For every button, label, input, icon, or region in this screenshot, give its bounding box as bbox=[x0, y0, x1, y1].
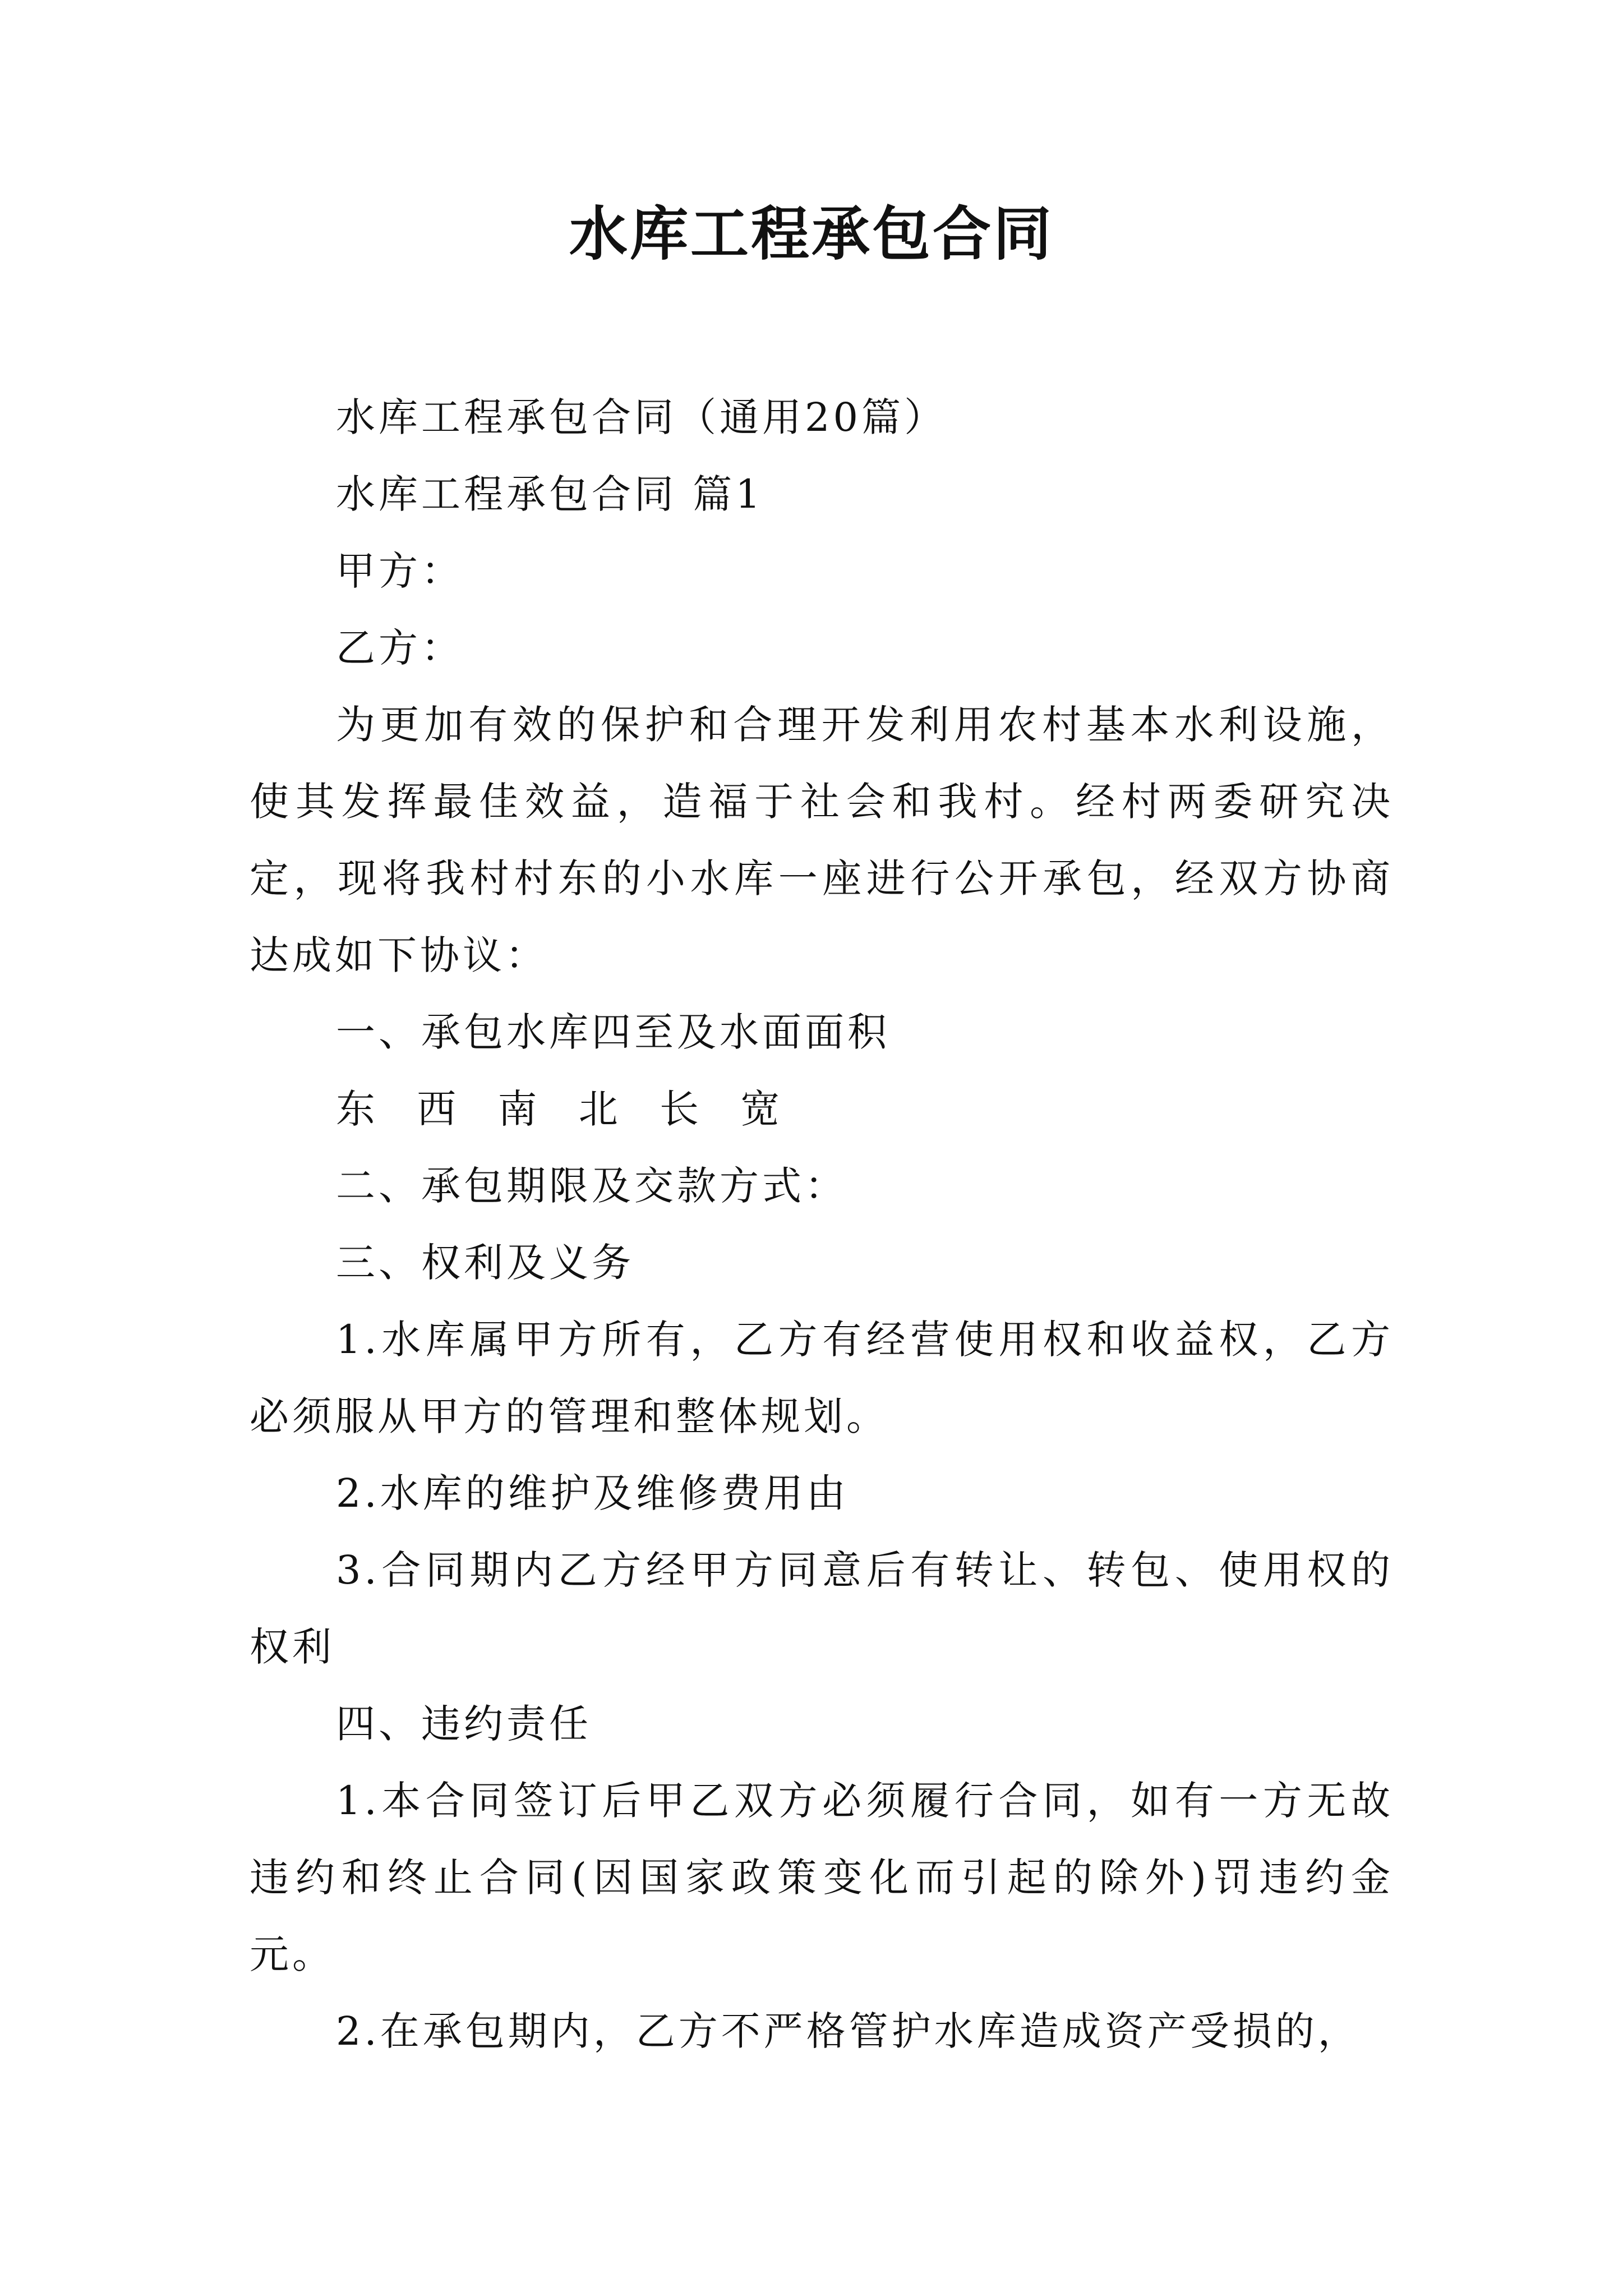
document-body bbox=[250, 379, 1394, 2070]
paragraph-clause-2-heading: 二、承包期限及交款方式： bbox=[336, 1163, 847, 1209]
document-title: 水库工程承包合同 bbox=[569, 199, 1054, 268]
paragraph-clause-4-heading: 四、违约责任 bbox=[336, 1701, 592, 1747]
paragraph-party-a: 甲方： bbox=[336, 548, 464, 594]
paragraph-section-heading: 水库工程承包合同 篇1 bbox=[336, 471, 764, 517]
paragraph-party-b: 乙方： bbox=[336, 625, 464, 671]
paragraph-clause-4-item-1: 1.本合同签订后甲乙双方必须履行合同，如有一方无故违约和终止合同(因国家政策变化而引起的除外)罚违约金 元。 bbox=[250, 1778, 1394, 1977]
paragraph-boundaries: 东 西 南 北 长 宽 bbox=[336, 1086, 783, 1132]
paragraph-clause-3-item-3: 3.合同期内乙方经甲方同意后有转让、转包、使用权的权利 bbox=[250, 1547, 1394, 1670]
paragraph-clause-3-item-1: 1.水库属甲方所有，乙方有经营使用权和收益权，乙方必须服从甲方的管理和整体规划。 bbox=[250, 1317, 1394, 1439]
paragraph-subtitle: 水库工程承包合同（通用20篇） bbox=[336, 394, 947, 440]
paragraph-clause-3-item-2: 2.水库的维护及维修费用由 bbox=[336, 1470, 849, 1516]
paragraph-clause-1-heading: 一、承包水库四至及水面面积 bbox=[336, 1009, 890, 1055]
paragraph-clause-3-heading: 三、权利及义务 bbox=[336, 1240, 634, 1286]
paragraph-clause-4-item-2: 2.在承包期内，乙方不严格管护水库造成资产受损的， bbox=[336, 2008, 1361, 2054]
paragraph-preamble: 为更加有效的保护和合理开发利用农村基本水利设施，使其发挥最佳效益，造福于社会和我村。经村两委研究决定，现将我村村东的小水库一座进行公开承包，经双方协商达成如下协议： bbox=[250, 702, 1394, 978]
